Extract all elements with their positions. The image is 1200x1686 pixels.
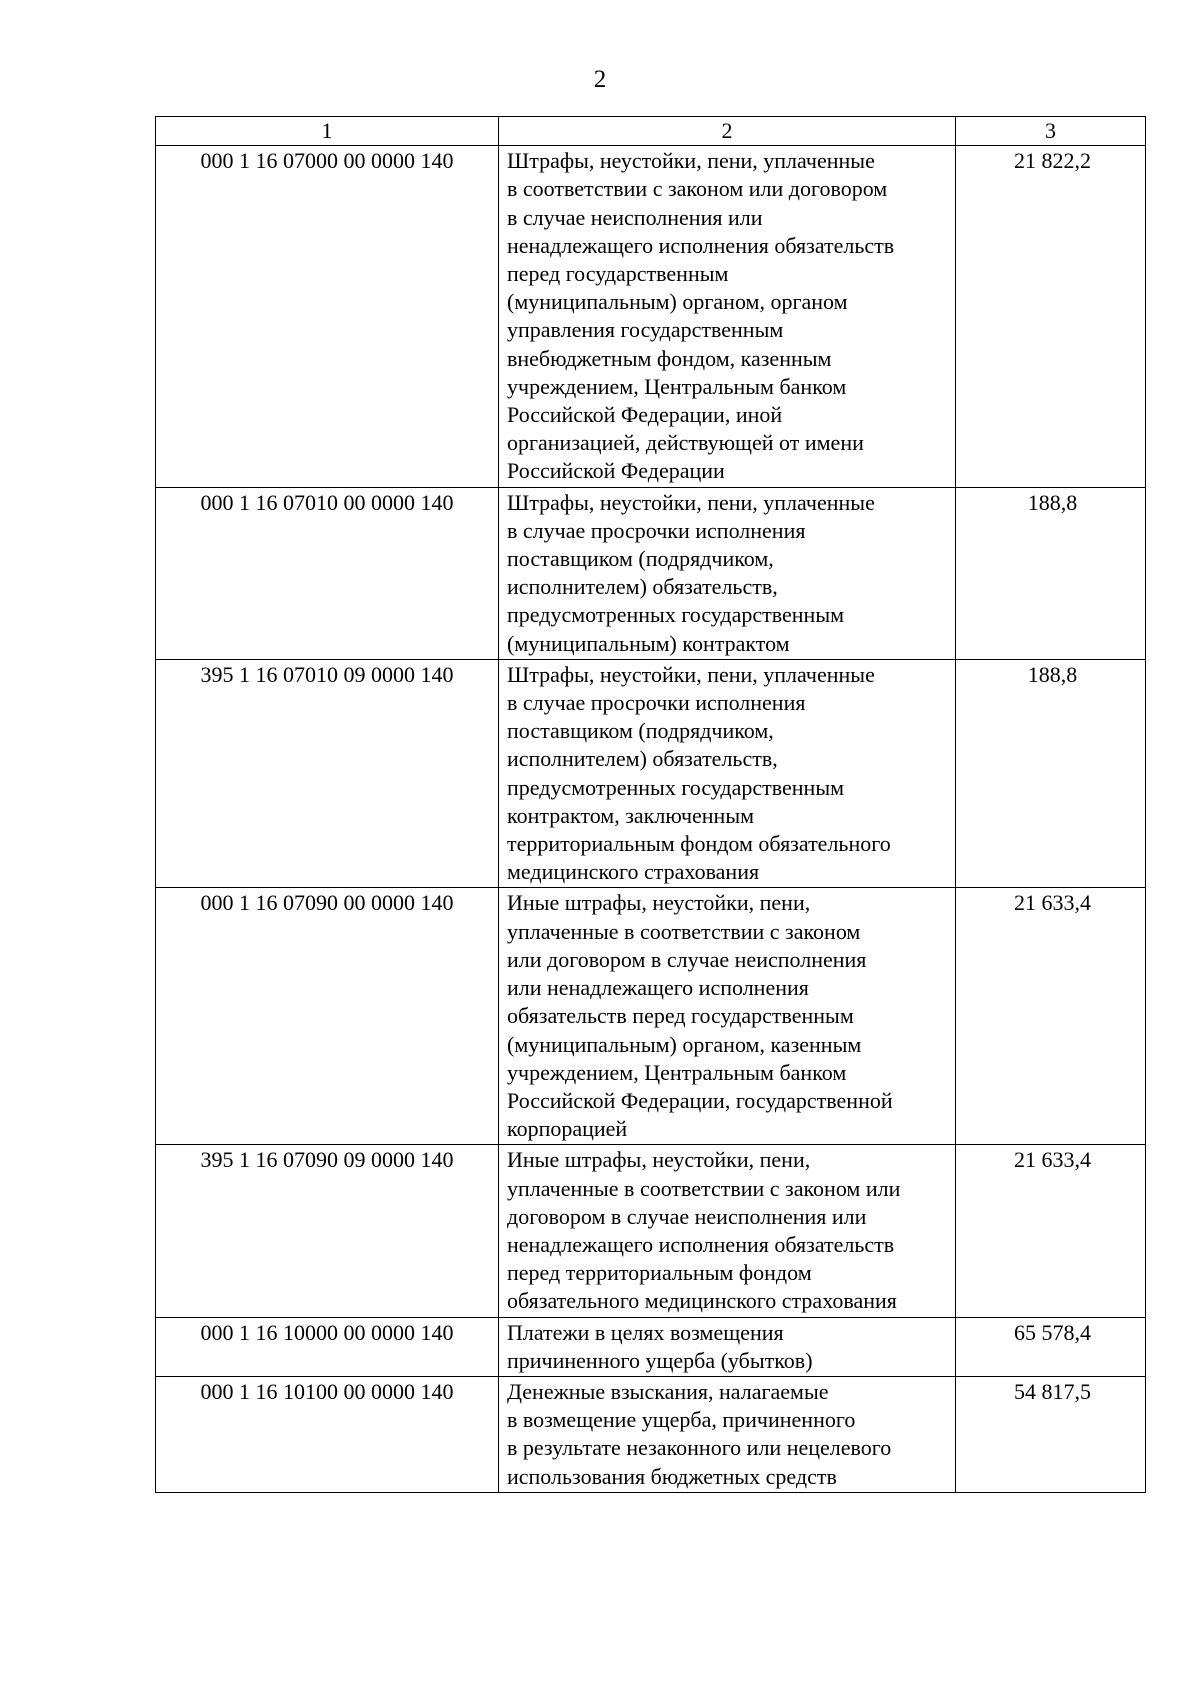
amount-cell: 188,8 [956, 659, 1146, 888]
description-cell: Денежные взыскания, налагаемые в возмещение ущерба, причиненного в результате незаконного или нецелевого использования бюджетных средств [499, 1376, 956, 1492]
amount-cell: 21 822,2 [956, 146, 1146, 487]
description-cell: Иные штрафы, неустойки, пени, уплаченные в соответствии с законом или договором в случае неисполнения или ненадлежащего исполнения обязательств перед государственным (муниципальным) органом, казенным учреждением, Центральным банком Российской Федерации, государственной корпорацией [499, 888, 956, 1145]
column-header-amount: 3 [956, 117, 1146, 146]
budget-code-cell: 000 1 16 10000 00 0000 140 [156, 1317, 499, 1376]
table-row [156, 888, 1146, 1145]
description-cell: Штрафы, неустойки, пени, уплаченные в случае просрочки исполнения поставщиком (подрядчиком, исполнителем) обязательств, предусмотренных государственным контрактом, заключенным территориальным фондом обязательного медицинского страхования [499, 659, 956, 888]
description-cell: Штрафы, неустойки, пени, уплаченные в случае просрочки исполнения поставщиком (подрядчиком, исполнителем) обязательств, предусмотренных государственным (муниципальным) контрактом [499, 487, 956, 659]
revenue-table [155, 116, 1146, 1493]
table-row [156, 1145, 1146, 1317]
budget-code-cell: 000 1 16 07090 00 0000 140 [156, 888, 499, 1145]
column-header-description: 2 [499, 117, 956, 146]
description-cell: Платежи в целях возмещения причиненного ущерба (убытков) [499, 1317, 956, 1376]
page-number: 2 [593, 66, 607, 93]
column-header-code: 1 [156, 117, 499, 146]
table-header-row [156, 117, 1146, 146]
amount-cell: 54 817,5 [956, 1376, 1146, 1492]
table-row [156, 146, 1146, 487]
table-row [156, 487, 1146, 659]
amount-cell: 65 578,4 [956, 1317, 1146, 1376]
table-row [156, 659, 1146, 888]
budget-code-cell: 000 1 16 07000 00 0000 140 [156, 146, 499, 487]
table-row [156, 1376, 1146, 1492]
amount-cell: 21 633,4 [956, 1145, 1146, 1317]
description-cell: Иные штрафы, неустойки, пени, уплаченные в соответствии с законом или договором в случае неисполнения или ненадлежащего исполнения обязательств перед территориальным фондом обязательного медицинского страхования [499, 1145, 956, 1317]
budget-code-cell: 395 1 16 07090 09 0000 140 [156, 1145, 499, 1317]
table-row [156, 1317, 1146, 1376]
description-cell: Штрафы, неустойки, пени, уплаченные в соответствии с законом или договором в случае неисполнения или ненадлежащего исполнения обязательств перед государственным (муниципальным) органом, органом управления государственным внебюджетным фондом, казенным учреждением, Центральным банком Российской Федерации, иной организацией, действующей от имени Российской Федерации [499, 146, 956, 487]
budget-code-cell: 000 1 16 07010 00 0000 140 [156, 487, 499, 659]
amount-cell: 188,8 [956, 487, 1146, 659]
budget-code-cell: 395 1 16 07010 09 0000 140 [156, 659, 499, 888]
amount-cell: 21 633,4 [956, 888, 1146, 1145]
budget-code-cell: 000 1 16 10100 00 0000 140 [156, 1376, 499, 1492]
